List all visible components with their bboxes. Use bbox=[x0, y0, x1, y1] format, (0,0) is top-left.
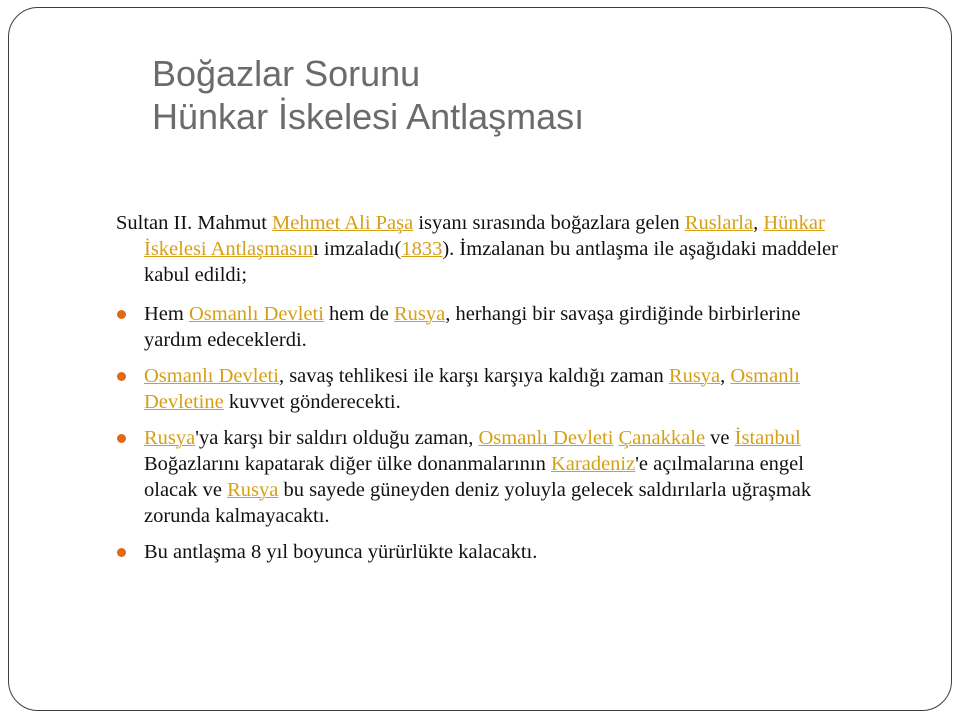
link-osmanli-devleti[interactable]: Osmanlı Devleti bbox=[478, 427, 614, 449]
bullet-dot-icon bbox=[117, 372, 126, 381]
item-text: 'e açılmalarına engel olacak ve bbox=[144, 453, 804, 501]
list-item bbox=[116, 539, 856, 565]
link-osmanli-devleti[interactable]: Osmanlı Devleti bbox=[144, 365, 279, 387]
intro-paragraph bbox=[116, 210, 856, 288]
link-karadeniz[interactable]: Karadeniz bbox=[551, 453, 636, 475]
bullet-dot-icon bbox=[117, 548, 126, 557]
intro-text: Sultan II. Mahmut bbox=[116, 212, 273, 234]
link-istanbul[interactable]: İstanbul bbox=[734, 427, 801, 449]
link-rusya[interactable]: Rusya bbox=[144, 427, 196, 449]
link-rusya[interactable]: Rusya bbox=[393, 303, 446, 325]
item-text: hem de bbox=[323, 303, 394, 325]
list-item bbox=[116, 363, 856, 415]
list-item bbox=[116, 301, 856, 353]
link-hunkar-iskelesi[interactable]: Hünkar İskelesi Antlaşmasın bbox=[144, 212, 825, 260]
item-text: , herhangi bir savaşa girdiğinde birbirlerine yardım edeceklerdi. bbox=[144, 303, 801, 351]
intro-text: , bbox=[753, 212, 764, 234]
bullet-list bbox=[116, 301, 856, 565]
link-canakkale[interactable]: Çanakkale bbox=[618, 427, 706, 449]
title-line-1: Boğazlar Sorunu bbox=[152, 53, 421, 94]
bullet-dot-icon bbox=[117, 310, 126, 319]
item-text: , savaş tehlikesi ile karşı karşıya kaldığı zaman bbox=[278, 365, 669, 387]
item-text: Hem bbox=[144, 303, 189, 325]
item-text: ve bbox=[705, 427, 735, 449]
link-mehmet-ali-pasa[interactable]: Mehmet Ali Paşa bbox=[272, 212, 414, 234]
bullet-dot-icon bbox=[117, 434, 126, 443]
link-osmanli-devletine[interactable]: Osmanlı Devletine bbox=[144, 365, 800, 413]
item-text: 'ya karşı bir saldırı olduğu zaman, bbox=[195, 427, 479, 449]
link-1833[interactable]: 1833 bbox=[401, 238, 443, 260]
item-text: kuvvet gönderecekti. bbox=[223, 391, 401, 413]
slide-title bbox=[152, 52, 584, 138]
intro-text: isyanı sırasında boğazlara gelen bbox=[413, 212, 685, 234]
intro-text: ı imzaladı( bbox=[313, 238, 402, 260]
slide-body bbox=[116, 210, 856, 575]
link-ruslarla[interactable]: Ruslarla bbox=[684, 212, 754, 234]
item-text: , bbox=[720, 365, 731, 387]
link-rusya[interactable]: Rusya bbox=[668, 365, 721, 387]
item-text: bu sayede güneyden deniz yoluyla gelecek saldırılarla uğraşmak zorunda kalmayacaktı. bbox=[144, 479, 812, 527]
list-item bbox=[116, 425, 856, 529]
item-text: Boğazlarını kapatarak diğer ülke donanmalarının bbox=[144, 453, 551, 475]
link-rusya[interactable]: Rusya bbox=[227, 479, 279, 501]
title-line-2: Hünkar İskelesi Antlaşması bbox=[152, 96, 585, 137]
item-text: Bu antlaşma 8 yıl boyunca yürürlükte kalacaktı. bbox=[144, 541, 538, 563]
intro-text: ). İmzalanan bu antlaşma ile aşağıdaki maddeler kabul edildi; bbox=[144, 238, 838, 286]
link-osmanli-devleti[interactable]: Osmanlı Devleti bbox=[188, 303, 324, 325]
slide-frame bbox=[8, 7, 952, 711]
